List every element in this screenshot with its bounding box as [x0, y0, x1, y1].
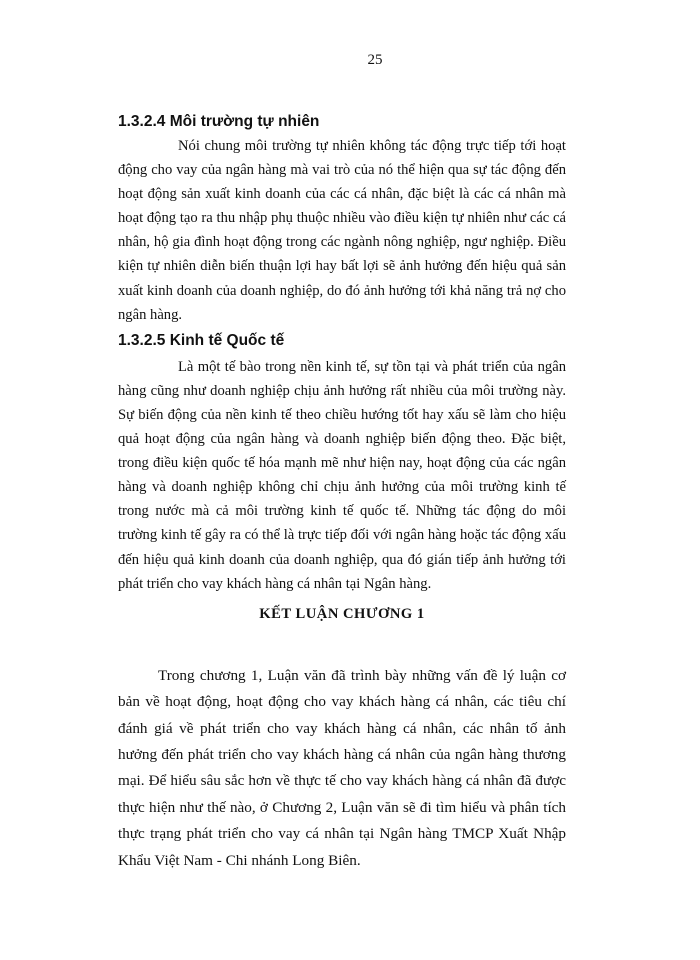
- page-number: 25: [367, 52, 383, 68]
- paragraph-natural-environment: Nói chung môi trường tự nhiên không tác động trực tiếp tới hoạt động cho vay của ngân hàng mà vai trò của nó thể hiện qua sự tác động đến hoạt động sản xuất kinh doanh của các cá nhân, đặc biệt là các cá nhân mà hoạt động tạo ra thu nhập phụ thuộc nhiều vào điều kiện tự nhiên như các cá nhân, hộ gia đình hoạt động trong các ngành nông nghiệp, ngư nghiệp. Điều kiện tự nhiên diễn biến thuận lợi hay bất lợi sẽ ảnh hưởng đến hiệu quả sản xuất kinh doanh của doanh nghiệp, do đó ảnh hưởng tới khả năng trả nợ cho ngân hàng.: [118, 138, 566, 323]
- paragraph-chapter-conclusion: Trong chương 1, Luận văn đã trình bày những vấn đề lý luận cơ bản về hoạt động, hoạt động cho vay khách hàng cá nhân, các tiêu chí đánh giá về phát triển cho vay khách hàng cá nhân, các nhân tố ảnh hưởng đến phát triển cho vay khách hàng cá nhân của ngân hàng thương mại. Để hiểu sâu sắc hơn về thực tế cho vay khách hàng cá nhân đã được thực hiện như thế nào, ở Chương 2, Luận văn sẽ đi tìm hiểu và phân tích thực trạng phát triển cho vay cá nhân tại Ngân hàng TMCP Xuất Nhập Khẩu Việt Nam - Chi nhánh Long Biên.: [118, 666, 566, 869]
- paragraph-international-economy: Là một tế bào trong nền kinh tế, sự tồn tại và phát triển của ngân hàng cũng như doanh nghiệp chịu ảnh hưởng rất nhiều của môi trường này. Sự biến động của nền kinh tế theo chiều hướng tốt hay xấu sẽ làm cho hiệu quả hoạt động của ngân hàng và doanh nghiệp biến động theo. Đặc biệt, trong điều kiện quốc tế hóa mạnh mẽ như hiện nay, hoạt động của các ngân hàng và doanh nghiệp không chỉ chịu ảnh hưởng của môi trường kinh tế trong nước mà cả môi trường kinh tế quốc tế. Những tác động do môi trường kinh tế gây ra có thể là trực tiếp đối với ngân hàng hoặc tác động xấu đến hiệu quả kinh doanh của doanh nghiệp, qua đó gián tiếp ảnh hưởng tới phát triển cho vay khách hàng cá nhân tại Ngân hàng.: [118, 358, 566, 592]
- document-body: [118, 112, 566, 874]
- chapter-conclusion-title: KẾT LUẬN CHƯƠNG 1: [259, 605, 425, 622]
- section-heading-international-economy: 1.3.2.5 Kinh tế Quốc tế: [118, 331, 285, 349]
- section-heading-natural-environment: 1.3.2.4 Môi trường tự nhiên: [118, 113, 320, 130]
